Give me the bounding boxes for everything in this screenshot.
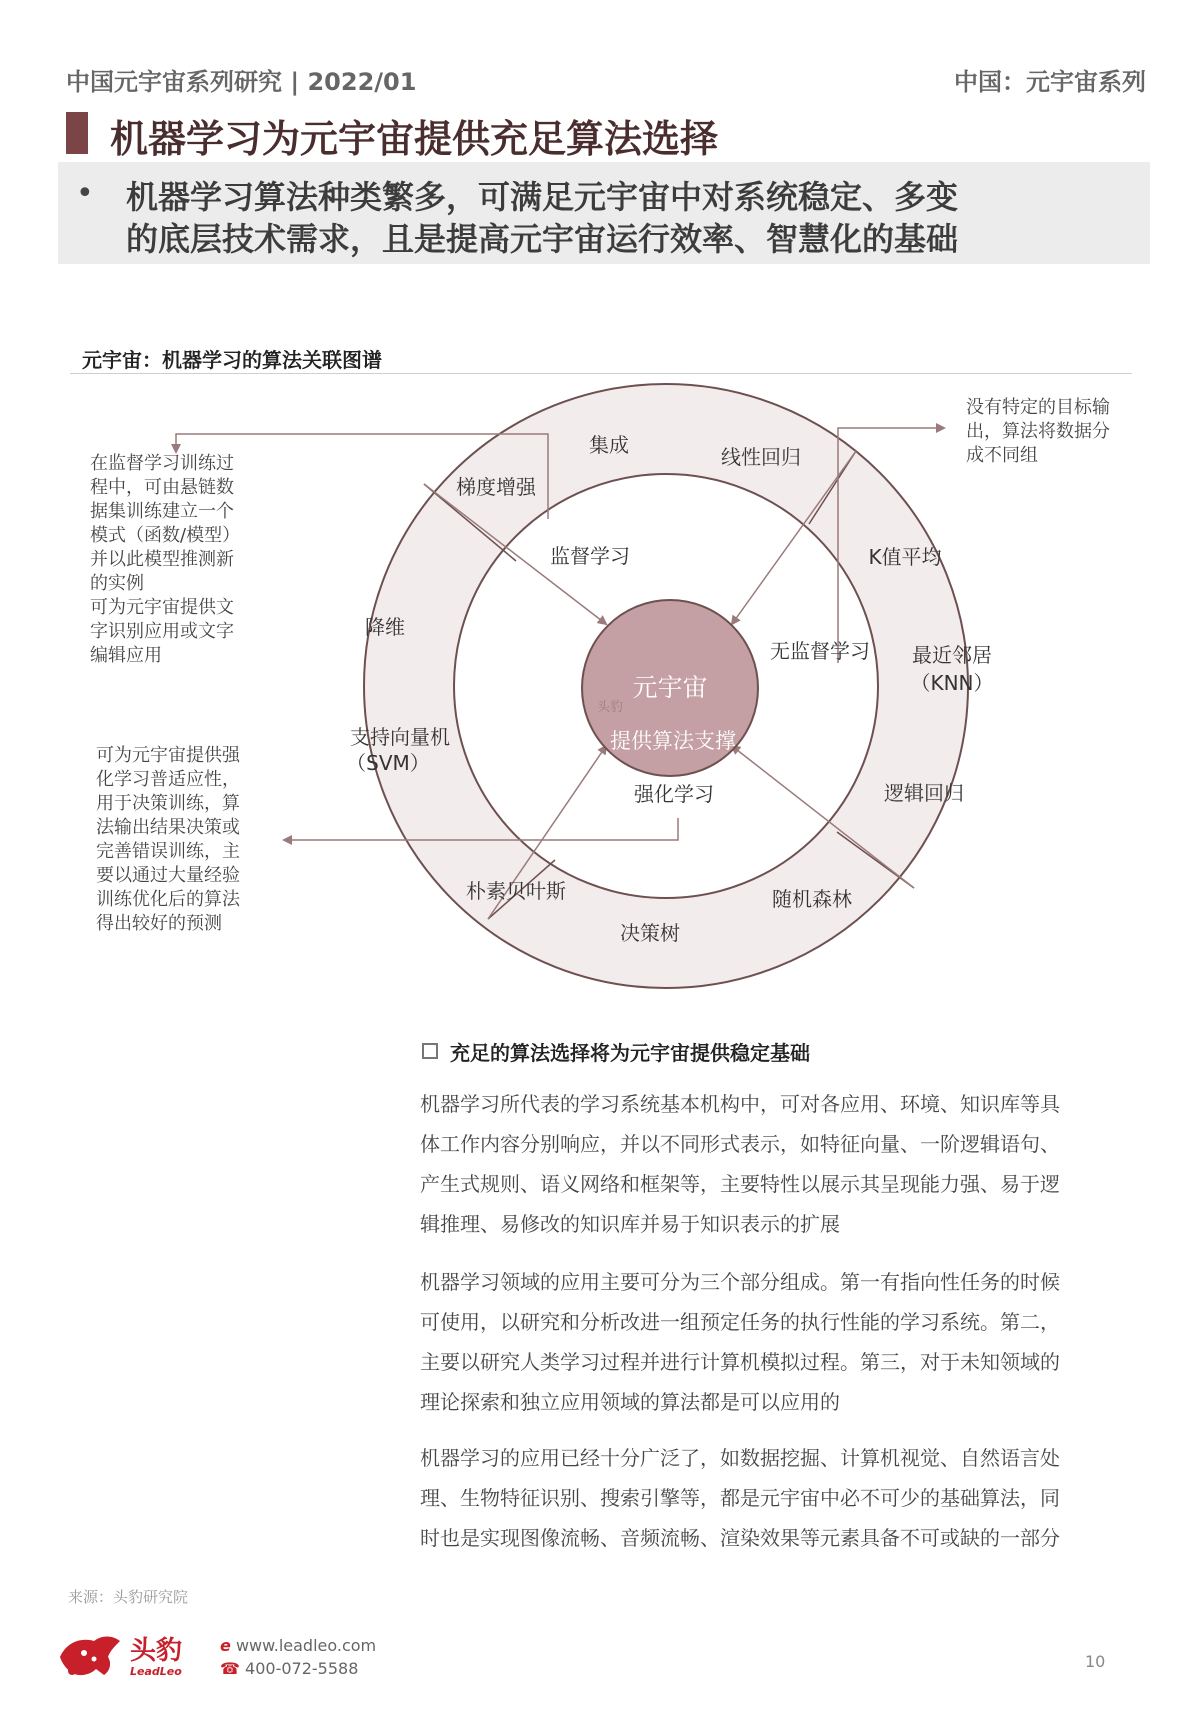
phone: ☎ 400-072-5588 bbox=[220, 1659, 359, 1678]
outer-label-gradient-boosting: 梯度增强 bbox=[456, 475, 536, 499]
watermark: 头豹 bbox=[596, 700, 624, 715]
outer-label-linear-regression: 线性回归 bbox=[721, 445, 801, 469]
section-heading-text: 充足的算法选择将为元宇宙提供稳定基础 bbox=[450, 1041, 810, 1065]
page-title: 机器学习为元宇宙提供充足算法选择 bbox=[110, 117, 719, 161]
inner-label-reinforcement: 强化学习 bbox=[634, 782, 714, 806]
web-icon: e bbox=[220, 1636, 231, 1655]
outer-label-logistic-regression: 逻辑回归 bbox=[884, 781, 964, 805]
center-subtitle: 提供算法支撑 bbox=[610, 729, 736, 753]
outer-label-ensemble: 集成 bbox=[589, 433, 629, 457]
outer-label-decision-tree: 决策树 bbox=[620, 921, 680, 945]
page-number: 10 bbox=[1085, 1652, 1106, 1671]
summary-line-2: 的底层技术需求，且是提高元宇宙运行效率、智慧化的基础 bbox=[126, 220, 959, 258]
summary-line-1: 机器学习算法种类繁多，可满足元宇宙中对系统稳定、多变 bbox=[126, 178, 959, 216]
phone-icon: ☎ bbox=[220, 1659, 240, 1678]
checkbox-icon bbox=[422, 1043, 438, 1059]
outer-label-k-means: K值平均 bbox=[868, 545, 942, 569]
outer-label-knn-abbr: （KNN） bbox=[910, 671, 994, 695]
website[interactable]: e www.leadleo.com bbox=[220, 1636, 377, 1655]
paragraph-3: 机器学习的应用已经十分广泛了，如数据挖掘、计算机视觉、自然语言处 理、生物特征识别、搜索引擎等，都是元宇宙中必不可少的基础算法，同 时也是实现图像流畅、音频流畅、渲染效果等元素具备不可或缺的一部分 bbox=[420, 1446, 1060, 1550]
source-note: 来源：头豹研究院 bbox=[68, 1588, 189, 1606]
inner-label-unsupervised: 无监督学习 bbox=[770, 639, 870, 663]
note-unsupervised: 没有特定的目标输 出，算法将数据分 成不同组 bbox=[966, 397, 1110, 466]
outer-label-naive-bayes: 朴素贝叶斯 bbox=[466, 879, 566, 903]
leopard-logo-icon bbox=[58, 1633, 122, 1679]
paragraph-2: 机器学习领域的应用主要可分为三个部分组成。第一有指向性任务的时候 可使用，以研究和分析改进一组预定任务的执行性能的学习系统。第二， 主要以研究人类学习过程并进行计算机模拟过程。第三，对于未知领域的 理论探索和独立应用领域的算法都是可以应用的 bbox=[420, 1270, 1060, 1414]
paragraph-1: 机器学习所代表的学习系统基本机构中，可对各应用、环境、知识库等具 体工作内容分别响应，并以不同形式表示，如特征向量、一阶逻辑语句、 产生式规则、语义网络和框架等，主要特性以展示其呈现能力强、易于逻 辑推理、易修改的知识库并易于知识表示的扩展 bbox=[420, 1092, 1060, 1236]
inner-label-supervised: 监督学习 bbox=[550, 544, 630, 568]
outer-label-dim-reduction: 降维 bbox=[365, 615, 405, 639]
logo-chinese-name: 头豹 bbox=[130, 1636, 183, 1666]
outer-label-svm-abbr: （SVM） bbox=[346, 751, 430, 775]
section-heading bbox=[422, 1037, 810, 1066]
outer-label-random-forest: 随机森林 bbox=[772, 887, 852, 911]
summary-bullet: • bbox=[76, 176, 94, 211]
note-supervised: 在监督学习训练过 程中，可由悬链数 据集训练建立一个 模式（函数/模型） 并以此模型推测新 的实例 可为元宇宙提供文 字识别应用或文字 编辑应用 bbox=[90, 453, 241, 666]
figure-title: 元宇宙：机器学习的算法关联图谱 bbox=[82, 348, 382, 372]
report-category-label: 中国：元宇宙系列 bbox=[954, 68, 1146, 96]
logo-english-name: LeadLeo bbox=[130, 1665, 182, 1678]
center-title: 元宇宙 bbox=[632, 673, 708, 702]
outer-label-knn: 最近邻居 bbox=[912, 643, 992, 667]
note-reinforcement: 可为元宇宙提供强 化学习普适应性， 用于决策训练，算 法输出结果决策或 完善错误训练，主 要以通过大量经验 训练优化后的算法 得出较好的预测 bbox=[96, 745, 240, 934]
outer-label-svm: 支持向量机 bbox=[350, 725, 450, 749]
report-series-label: 中国元宇宙系列研究 | 2022/01 bbox=[66, 68, 417, 96]
